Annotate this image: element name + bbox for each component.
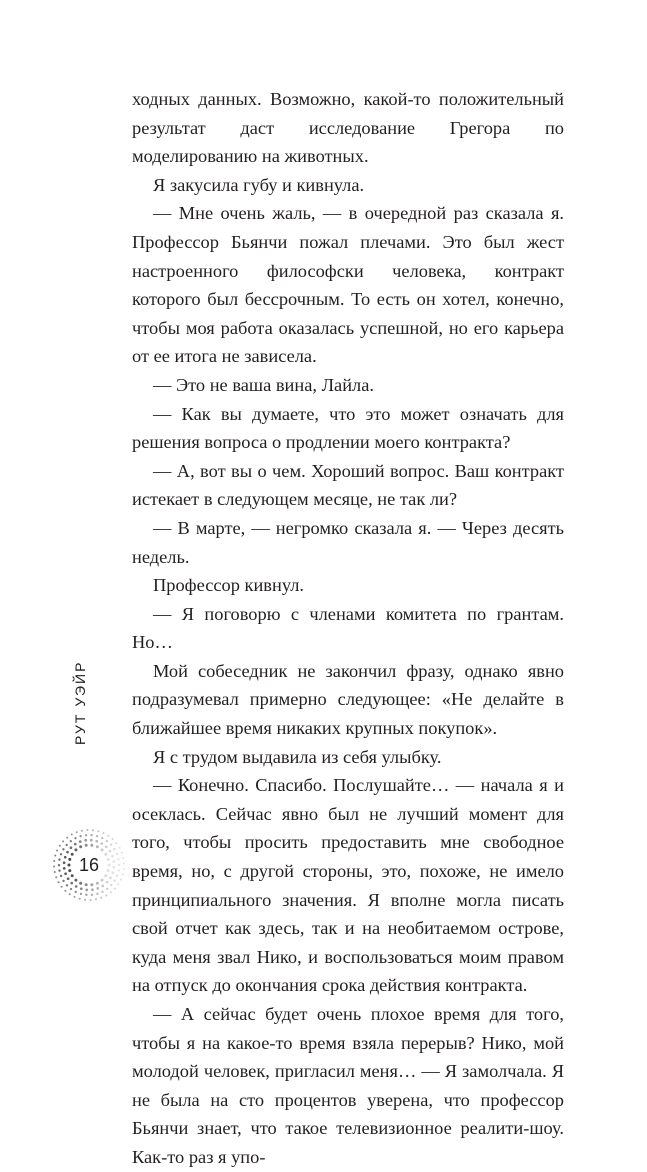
paragraph: Мой собеседник не закончил фразу, однако явно подразумевал примерно следующее: «Не делайте в ближайшее время никаких крупных покупок». xyxy=(132,660,564,739)
paragraph: — А, вот вы о чем. Хороший вопрос. Ваш контракт истекает в следующем месяце, не так ли? xyxy=(132,460,564,510)
paragraph: Профессор кивнул. xyxy=(153,575,304,596)
paragraph: — Конечно. Спасибо. Послушайте… — начала я и осеклась. Сейчас явно был не лучший момент для того, чтобы просить предоставить мне свободное время, но, с другой стороны, это, похоже, не имело принципиального значения. Я вполне могла писать свой отчет как здесь, так и на необитаемом острове, куда меня звал Нико, и воспользоваться моим правом на отпуск до окончания срока действия контракта. xyxy=(132,775,564,996)
page-number: 16 xyxy=(78,855,100,875)
running-head-author: РУТ УЭЙР xyxy=(72,660,88,745)
paragraph: — Мне очень жаль, — в очередной раз сказала я. Профессор Бьянчи пожал плечами. Это был жест настроенного философски человека, контракт которого был бессрочным. То есть он хотел, конечно, чтобы моя работа оказалась успешной, но его карьера от ее итога не зависела. xyxy=(132,203,564,367)
paragraph: Я закусила губу и кивнула. xyxy=(153,174,365,195)
paragraph: — В марте, — негромко сказала я. — Через десять недель. xyxy=(132,517,564,567)
paragraph: — Как вы думаете, что это может означать для решения вопроса о продлении моего контракта? xyxy=(132,403,564,453)
paragraph: ходных данных. Возможно, какой-то положительный результат даст исследование Грегора по моделированию на животных. xyxy=(132,89,564,167)
paragraph: — А сейчас будет очень плохое время для того, чтобы я на какое-то время взяла перерыв? Нико, мой молодой человек, пригласил меня… — Я замолчала. Я не была на сто процентов уверена, что профессор Бьянчи знает, что такое телевизионное реалити-шоу. Как-то раз я упо- xyxy=(132,1004,564,1167)
paragraph: — Это не ваша вина, Лайла. xyxy=(153,374,374,395)
paragraph: — Я поговорю с членами комитета по грантам. Но… xyxy=(132,603,564,653)
body-text xyxy=(132,85,564,1172)
paragraph: Я с трудом выдавила из себя улыбку. xyxy=(153,746,442,767)
page-number-badge xyxy=(52,828,126,902)
